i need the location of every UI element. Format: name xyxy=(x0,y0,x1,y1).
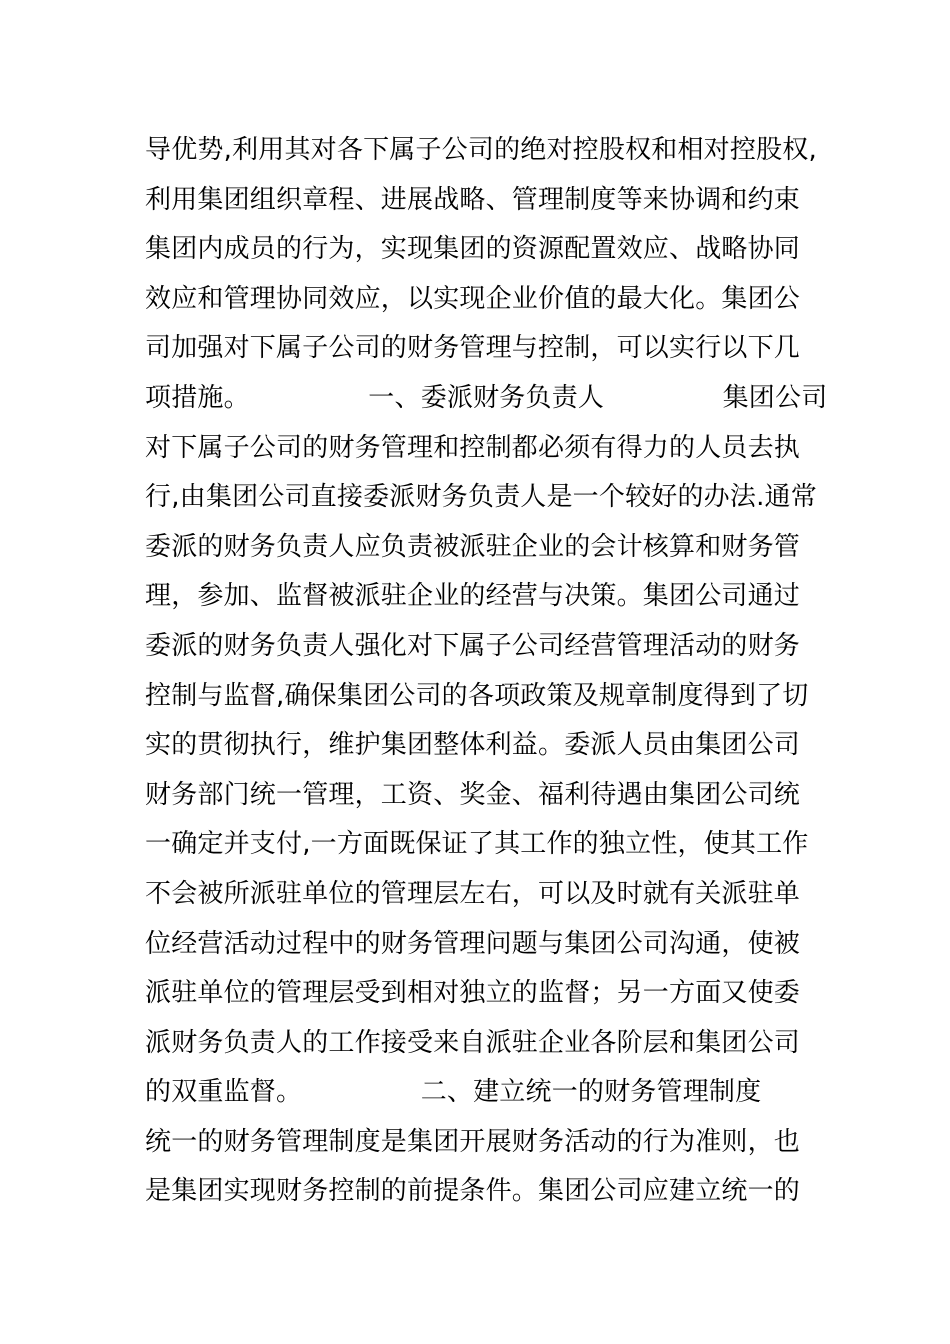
text-line: 导优势,利用其对各下属子公司的绝对控股权和相对控股权, xyxy=(145,135,817,165)
document-body xyxy=(145,126,828,1217)
text-line: 效应和管理协同效应，以实现企业价值的最大化。集团公 xyxy=(145,283,801,314)
text-line: 委派的财务负责人应负责被派驻企业的会计核算和财务管 xyxy=(145,531,801,562)
text-line: 位经营活动过程中的财务管理问题与集团公司沟通，使被 xyxy=(145,928,801,959)
text-line: 集团内成员的行为，实现集团的资源配置效应、战略协同 xyxy=(145,234,801,265)
text-line: 实的贯彻执行，维护集团整体利益。委派人员由集团公司 xyxy=(145,730,801,761)
text-line: 派财务负责人的工作接受来自派驻企业各阶层和集团公司 xyxy=(145,1027,801,1058)
text-line: 司加强对下属子公司的财务管理与控制，可以实行以下几 xyxy=(145,333,801,364)
text-line: 一确定并支付,一方面既保证了其工作的独立性，使其工作 xyxy=(145,829,809,860)
text-line: 是集团实现财务控制的前提条件。集团公司应建立统一的 xyxy=(145,1176,801,1207)
text-line: 对下属子公司的财务管理和控制都必须有得力的人员去执 xyxy=(145,432,801,463)
text-line: 统一的财务管理制度是集团开展财务活动的行为准则，也 xyxy=(145,1126,801,1157)
text-line: 财务部门统一管理，工资、奖金、福利待遇由集团公司统 xyxy=(145,779,801,810)
text-line: 利用集团组织章程、进展战略、管理制度等来协调和约束 xyxy=(145,184,801,215)
text-line: 理，参加、监督被派驻企业的经营与决策。集团公司通过 xyxy=(145,581,801,612)
text-line: 不会被所派驻单位的管理层左右，可以及时就有关派驻单 xyxy=(145,878,801,909)
text-line: 控制与监督,确保集团公司的各项政策及规章制度得到了切 xyxy=(145,680,809,711)
text-line: 派驻单位的管理层受到相对独立的监督；另一方面又使委 xyxy=(145,978,801,1009)
section-heading-line: 的双重监督。 二、建立统一的财务管理制度 xyxy=(145,1077,762,1108)
text-line: 行,由集团公司直接委派财务负责人是一个较好的办法.通常 xyxy=(145,482,817,513)
text-line: 委派的财务负责人强化对下属子公司经营管理活动的财务 xyxy=(145,630,801,661)
section-heading-line: 项措施。 一、委派财务负责人 集团公司 xyxy=(145,382,828,413)
